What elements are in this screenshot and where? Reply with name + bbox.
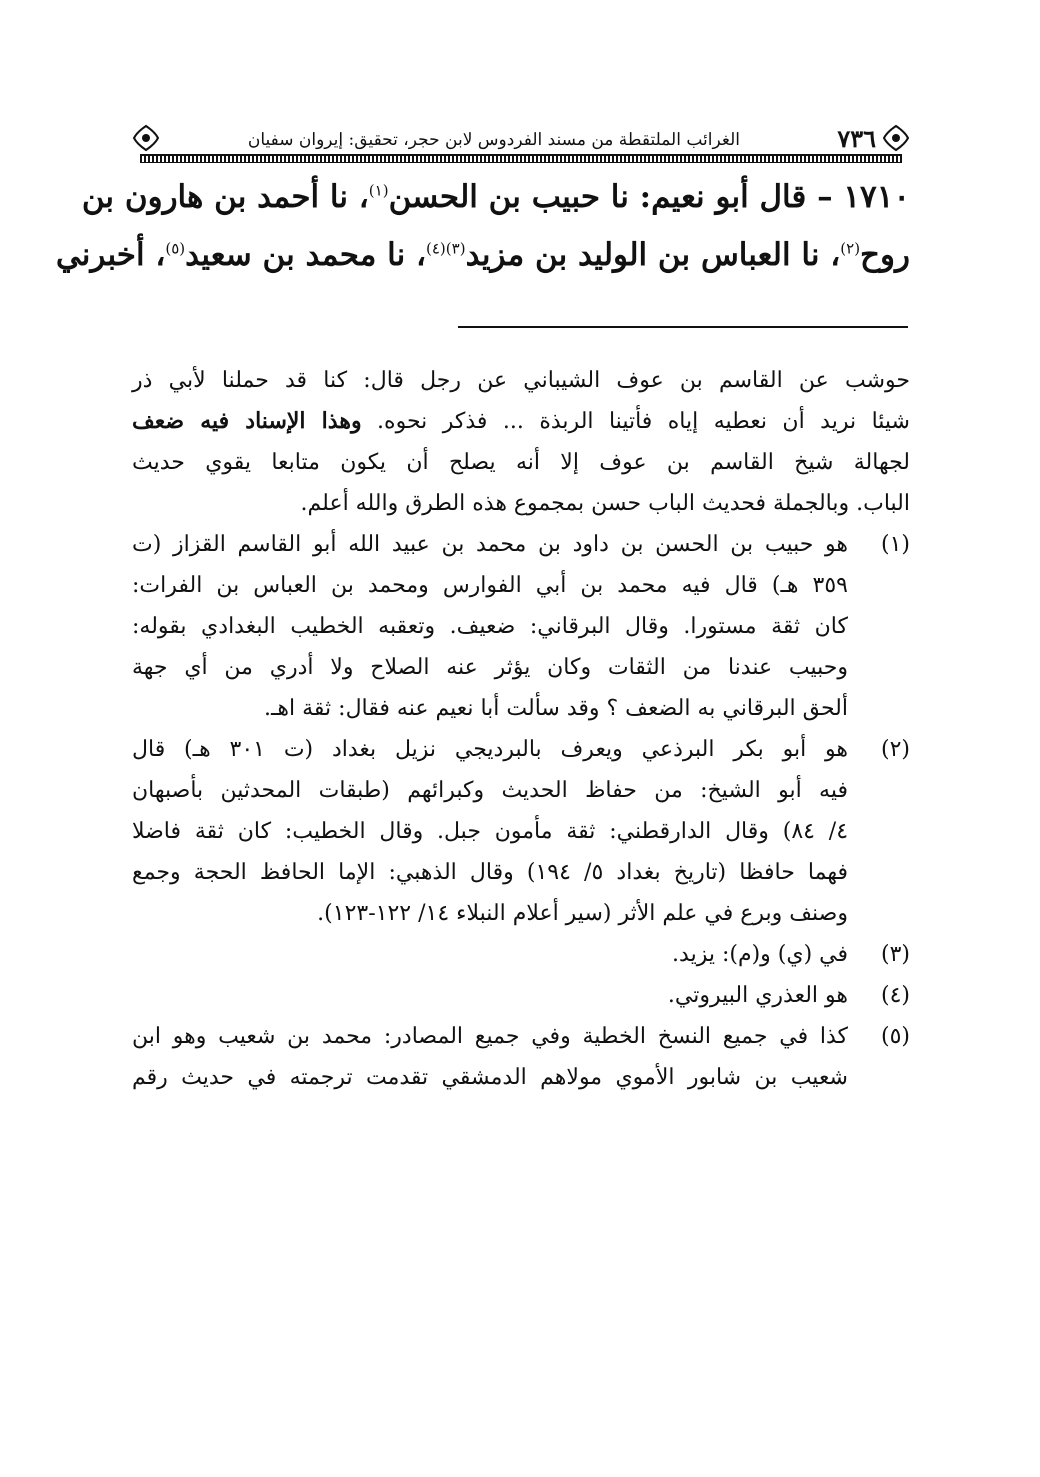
footnote-line: هو حبيب بن الحسن بن داود بن محمد بن عبيد الله أبو القاسم القزاز (ت bbox=[132, 532, 848, 557]
footnote-number: (١) bbox=[880, 532, 910, 557]
footnote-line: هو أبو بكر البرذعي ويعرف بالبرديجي نزيل بغداد (ت ٣٠١ هـ) قال bbox=[132, 737, 849, 762]
footnote-marker: (٣)(٤) bbox=[426, 239, 466, 258]
footnote-4 bbox=[132, 975, 910, 1016]
ornament-icon bbox=[132, 124, 160, 152]
footnote-number: (٢) bbox=[880, 737, 910, 762]
page-number: ٧٣٦ bbox=[837, 124, 876, 153]
header-rule bbox=[140, 154, 902, 163]
footnote-continuation bbox=[132, 360, 910, 524]
footnote-line bbox=[132, 360, 910, 401]
footnote-line bbox=[132, 401, 910, 442]
text-run: ، نا أحمد بن هارون بن bbox=[81, 179, 369, 215]
footnote-line: وصنف وبرع في علم الأثر (سير أعلام النبلاء ١٤/ ١٢٢-١٢٣). bbox=[317, 901, 848, 926]
footnote-line: هو العذري البيروتي. bbox=[667, 983, 848, 1008]
footnote-marker: (٥) bbox=[165, 239, 186, 258]
footnote-number: (٥) bbox=[880, 1024, 910, 1049]
bold-text: وهذا الإسناد فيه ضعف bbox=[132, 408, 362, 434]
text-run: ، أخبرني bbox=[55, 237, 166, 273]
footnotes bbox=[132, 360, 910, 1098]
footnote-number: (٣) bbox=[880, 942, 910, 967]
text-run: لجهالة شيخ القاسم بن عوف إلا أنه يصلح أن يكون متابعا يقوي حديث bbox=[132, 450, 910, 475]
text-run: ١٧١٠ – قال أبو نعيم: نا حبيب بن الحسن bbox=[388, 179, 910, 215]
footnote-line: ألحق البرقاني به الضعف ؟ وقد سألت أبا نعيم عنه فقال: ثقة اهـ. bbox=[263, 696, 848, 721]
text-run: شيئا نريد أن نعطيه إياه فأتينا الربذة ... فذكر نحوه. bbox=[361, 409, 910, 434]
footnote-line: ٤/ ٨٤) وقال الدارقطني: ثقة مأمون جبل. وقال الخطيب: كان ثقة فاضلا bbox=[132, 819, 849, 844]
main-line bbox=[55, 226, 910, 284]
footnote-line: في (ي) و(م): يزيد. bbox=[672, 942, 848, 967]
footnote-line: وحبيب عندنا من الثقات وكان يؤثر عنه الصلاح ولا أدري من أي جهة bbox=[132, 655, 848, 680]
hadith-text bbox=[55, 168, 910, 284]
text-run: حوشب عن القاسم بن عوف الشيباني عن رجل قال: كنا قد حملنا لأبي ذر bbox=[132, 368, 910, 393]
footnote-number: (٤) bbox=[880, 983, 910, 1008]
footnote-line: كذا في جميع النسخ الخطية وفي جميع المصادر: محمد بن شعيب وهو ابن bbox=[132, 1024, 848, 1049]
running-title: الغرائب الملتقطة من مسند الفردوس لابن حجر، تحقيق: إيروان سفيان bbox=[247, 130, 740, 150]
footnote-line: شعيب بن شابور الأموي مولاهم الدمشقي تقدمت ترجمته في حديث رقم bbox=[132, 1065, 848, 1090]
footnote-line bbox=[132, 483, 910, 524]
running-header bbox=[132, 118, 910, 160]
footnote-3 bbox=[132, 934, 910, 975]
footnote-separator bbox=[458, 326, 908, 328]
footnote-5 bbox=[132, 1016, 910, 1098]
footnote-marker: (١) bbox=[368, 181, 389, 200]
footnote-line: ٣٥٩ هـ) قال فيه محمد بن أبي الفوارس ومحمد بن العباس بن الفرات: bbox=[132, 573, 848, 598]
footnote-2 bbox=[132, 729, 910, 934]
footnote-line: فهما حافظا (تاريخ بغداد ٥/ ١٩٤) وقال الذهبي: الإما الحافظ الحجة وجمع bbox=[132, 860, 849, 885]
footnote-marker: (٢) bbox=[840, 239, 861, 258]
text-run: الباب. وبالجملة فحديث الباب حسن بمجموع هذه الطرق والله أعلم. bbox=[300, 491, 910, 516]
main-line bbox=[81, 168, 910, 226]
text-run: ، نا العباس بن الوليد بن مزيد bbox=[465, 237, 841, 273]
text-run: ، نا محمد بن سعيد bbox=[185, 237, 426, 273]
footnote-line bbox=[132, 442, 910, 483]
footnote-line: فيه أبو الشيخ: من حفاظ الحديث وكبرائهم (طبقات المحدثين بأصبهان bbox=[132, 778, 848, 803]
footnote-line: كان ثقة مستورا. وقال البرقاني: ضعيف. وتعقبه الخطيب البغدادي بقوله: bbox=[132, 614, 848, 639]
ornament-icon bbox=[882, 124, 910, 152]
footnote-1 bbox=[132, 524, 910, 729]
text-run: روح bbox=[860, 237, 910, 273]
